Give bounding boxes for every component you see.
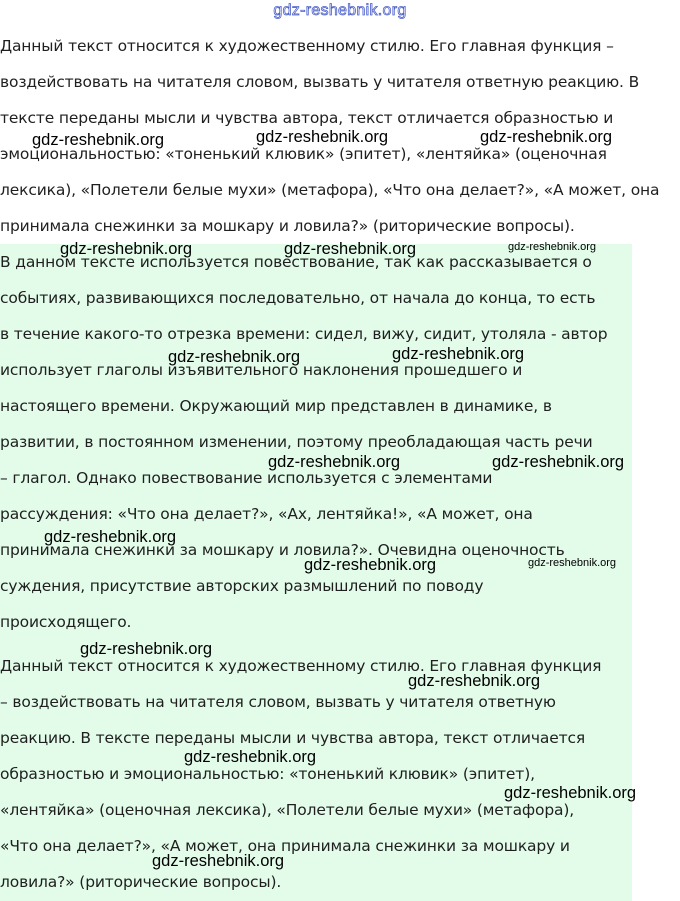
text-line: событиях, развивающихся последовательно, от начала до конца, то есть bbox=[0, 289, 596, 307]
text-line: использует глаголы изъявительного наклонения прошедшего и bbox=[0, 361, 523, 379]
watermark: gdz-reshebnik.org bbox=[492, 453, 625, 471]
site-header-link[interactable]: gdz-reshebnik.org bbox=[273, 2, 407, 19]
text-line: рассуждения: «Что она делает?», «Ах, лентяйка!», «А может, она bbox=[0, 505, 533, 523]
text-line: настоящего времени. Окружающий мир представлен в динамике, в bbox=[0, 397, 552, 415]
text-line: суждения, присутствие авторских размышлений по поводу bbox=[0, 577, 484, 595]
watermark: gdz-reshebnik.org bbox=[508, 241, 597, 253]
watermark: gdz-reshebnik.org bbox=[284, 240, 417, 258]
watermark: gdz-reshebnik.org bbox=[268, 453, 401, 471]
watermark: gdz-reshebnik.org bbox=[44, 528, 177, 546]
watermark: gdz-reshebnik.org bbox=[184, 748, 317, 766]
text-line: В данном тексте используется повествование, так как рассказывается о bbox=[0, 253, 592, 271]
watermark: gdz-reshebnik.org bbox=[168, 348, 301, 366]
text-line: образностью и эмоциональностью: «тоненький клювик» (эпитет), bbox=[0, 765, 535, 783]
text-line: в течение какого-то отрезка времени: сидел, вижу, сидит, утоляла - автор bbox=[0, 325, 608, 343]
watermark: gdz-reshebnik.org bbox=[60, 240, 193, 258]
watermark: gdz-reshebnik.org bbox=[528, 557, 617, 569]
watermark: gdz-reshebnik.org bbox=[32, 131, 165, 149]
watermark: gdz-reshebnik.org bbox=[304, 556, 437, 574]
watermark: gdz-reshebnik.org bbox=[80, 640, 213, 658]
watermark: gdz-reshebnik.org bbox=[480, 128, 613, 146]
site-header bbox=[0, 0, 680, 26]
watermark: gdz-reshebnik.org bbox=[408, 672, 541, 690]
text-line: происходящего. bbox=[0, 613, 132, 631]
watermark: gdz-reshebnik.org bbox=[504, 784, 637, 802]
watermark: gdz-reshebnik.org bbox=[152, 852, 285, 870]
text-line: тексте переданы мысли и чувства автора, текст отличается образностью и bbox=[0, 109, 614, 127]
watermark: gdz-reshebnik.org bbox=[392, 345, 525, 363]
text-line: – глагол. Однако повествование используется с элементами bbox=[0, 469, 493, 487]
text-line: принимала снежинки за мошкару и ловила?» (риторические вопросы). bbox=[0, 217, 575, 235]
text-line: лексика), «Полетели белые мухи» (метафора), «Что она делает?», «А может, она bbox=[0, 181, 660, 199]
text-line: «Что она делает?», «А может, она принимала снежинки за мошкару и bbox=[0, 837, 570, 855]
text-line: Данный текст относится к художественному стилю. Его главная функция bbox=[0, 657, 602, 675]
paragraph-narration-analysis bbox=[0, 244, 632, 640]
text-line: эмоциональностью: «тоненький клювик» (эпитет), «лентяйка» (оценочная bbox=[0, 145, 607, 163]
text-line: воздействовать на читателя словом, вызвать у читателя ответную реакцию. В bbox=[0, 73, 640, 91]
text-line: ловила?» (риторические вопросы). bbox=[0, 873, 282, 891]
text-line: – воздействовать на читателя словом, вызвать у читателя ответную bbox=[0, 693, 556, 711]
watermark: gdz-reshebnik.org bbox=[256, 128, 389, 146]
text-line: Данный текст относится к художественному стилю. Его главная функция – bbox=[0, 37, 614, 55]
text-line: «лентяйка» (оценочная лексика), «Полетели белые мухи» (метафора), bbox=[0, 801, 575, 819]
text-line: принимала снежинки за мошкару и ловила?». Очевидна оценочность bbox=[0, 541, 565, 559]
text-line: развитии, в постоянном изменении, поэтому преобладающая часть речи bbox=[0, 433, 593, 451]
text-line: реакцию. В тексте переданы мысли и чувства автора, текст отличается bbox=[0, 729, 586, 747]
